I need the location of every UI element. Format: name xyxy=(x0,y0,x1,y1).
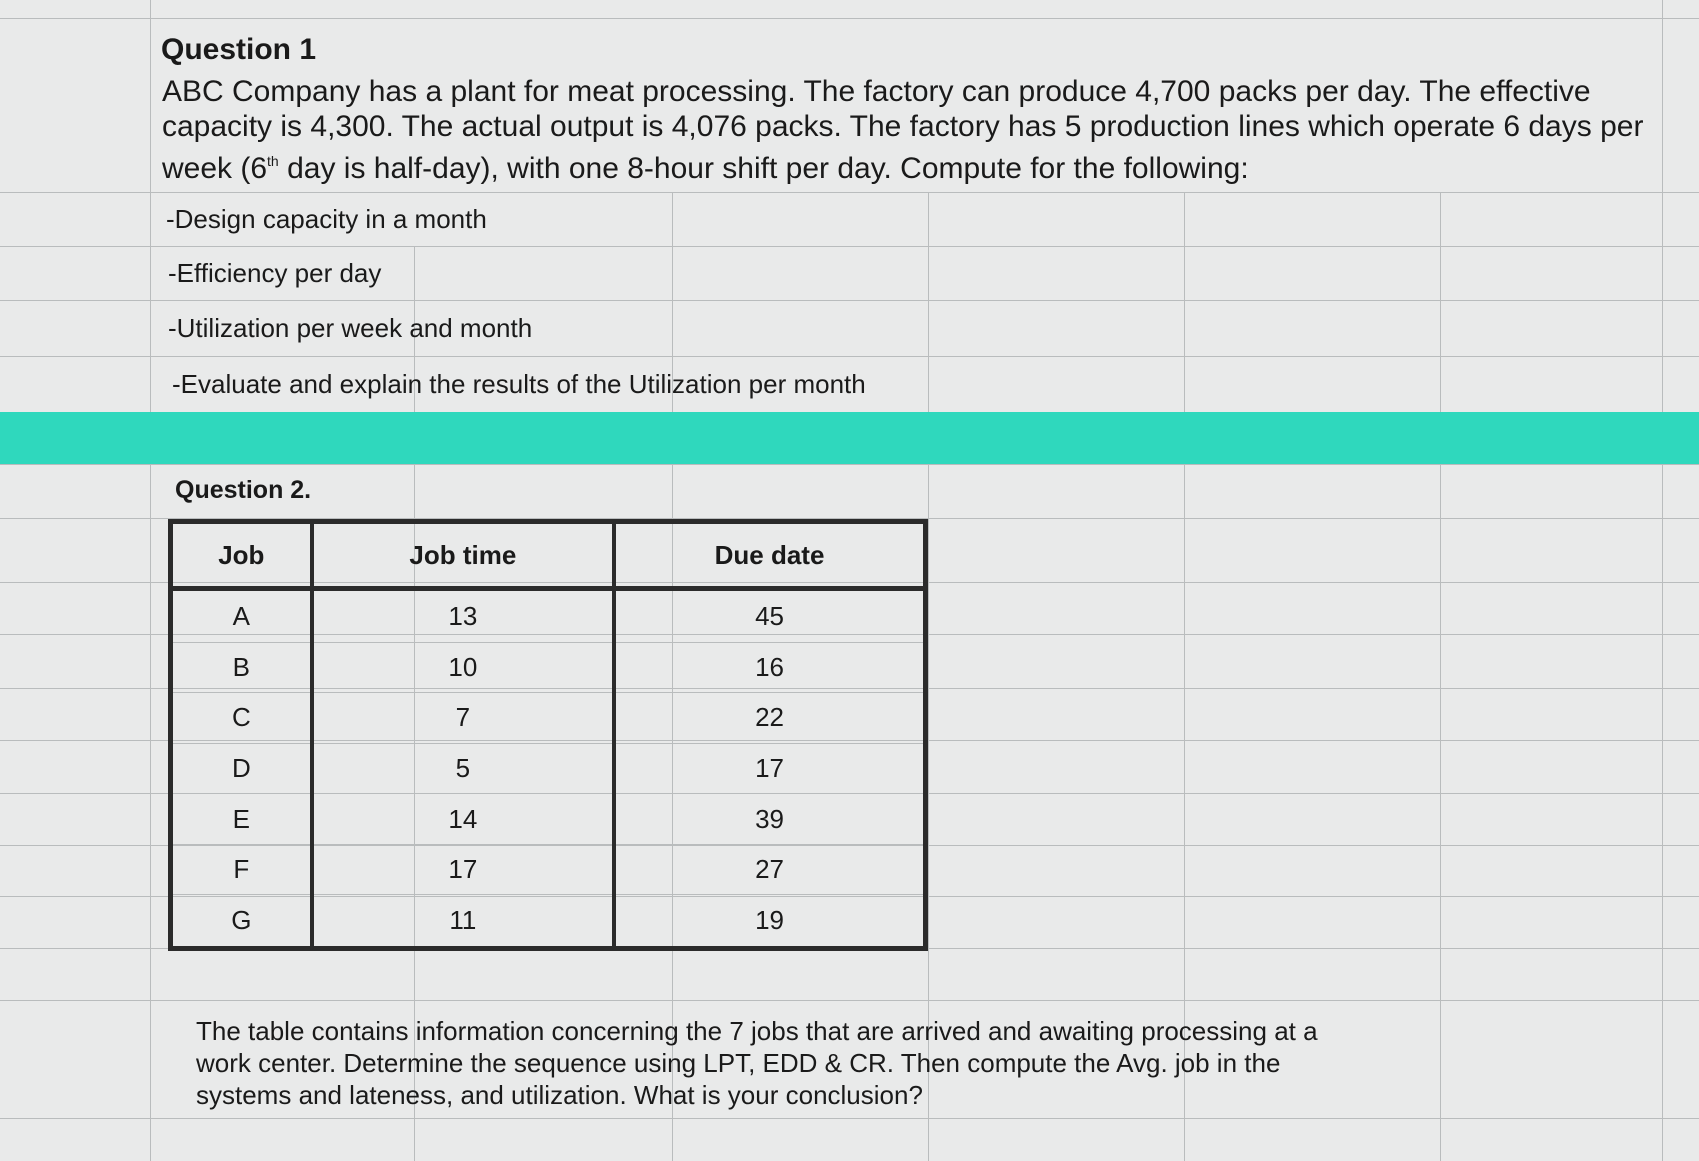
table-row xyxy=(171,693,926,744)
question2-title: Question 2. xyxy=(175,476,312,504)
task-evaluate: -Evaluate and explain the results of the Utilization per month xyxy=(172,369,866,399)
cell-job-time: 5 xyxy=(312,743,614,794)
question1-line1: ABC Company has a plant for meat processing. The factory can produce 4,700 packs per day. The effective xyxy=(162,75,1591,108)
question2-desc-line2: work center. Determine the sequence using LPT, EDD & CR. Then compute the Avg. job in the xyxy=(196,1048,1281,1078)
table-row xyxy=(171,589,926,643)
header-job: Job xyxy=(171,522,312,589)
cell-due-date: 19 xyxy=(614,895,925,949)
cell-job-time: 10 xyxy=(312,642,614,693)
question1-line2: capacity is 4,300. The actual output is 4,076 packs. The factory has 5 production lines which operate 6 days per xyxy=(162,110,1644,143)
question1-paragraph xyxy=(162,74,1643,186)
question2-desc-line1: The table contains information concerning the 7 jobs that are arrived and awaiting processing at a xyxy=(196,1016,1318,1046)
table-row xyxy=(171,844,926,895)
cell-job-time: 7 xyxy=(312,693,614,744)
table-row xyxy=(171,895,926,949)
cell-due-date: 16 xyxy=(614,642,925,693)
table-header-row xyxy=(171,522,926,589)
cell-job: B xyxy=(171,642,312,693)
cell-job-time: 17 xyxy=(312,844,614,895)
cell-job: A xyxy=(171,589,312,643)
question2-description xyxy=(196,1015,1318,1111)
task-design-capacity: -Design capacity in a month xyxy=(166,204,487,234)
question1-line3: week (6th day is half-day), with one 8-hour shift per day. Compute for the following: xyxy=(162,152,1249,185)
table-row xyxy=(171,642,926,693)
highlight-row xyxy=(0,412,1699,464)
table-row xyxy=(171,743,926,794)
cell-job: D xyxy=(171,743,312,794)
task-utilization: -Utilization per week and month xyxy=(168,313,533,343)
cell-job: F xyxy=(171,844,312,895)
cell-job-time: 14 xyxy=(312,794,614,845)
question1-title: Question 1 xyxy=(161,33,317,66)
header-job-time: Job time xyxy=(312,522,614,589)
cell-due-date: 17 xyxy=(614,743,925,794)
cell-due-date: 27 xyxy=(614,844,925,895)
cell-job: G xyxy=(171,895,312,949)
jobs-table xyxy=(168,519,928,951)
cell-job-time: 13 xyxy=(312,589,614,643)
cell-job-time: 11 xyxy=(312,895,614,949)
question2-desc-line3: systems and lateness, and utilization. What is your conclusion? xyxy=(196,1080,923,1110)
cell-due-date: 39 xyxy=(614,794,925,845)
cell-job: C xyxy=(171,693,312,744)
table-row xyxy=(171,794,926,845)
cell-job: E xyxy=(171,794,312,845)
cell-due-date: 45 xyxy=(614,589,925,643)
task-efficiency: -Efficiency per day xyxy=(168,258,382,288)
cell-due-date: 22 xyxy=(614,693,925,744)
header-due-date: Due date xyxy=(614,522,925,589)
